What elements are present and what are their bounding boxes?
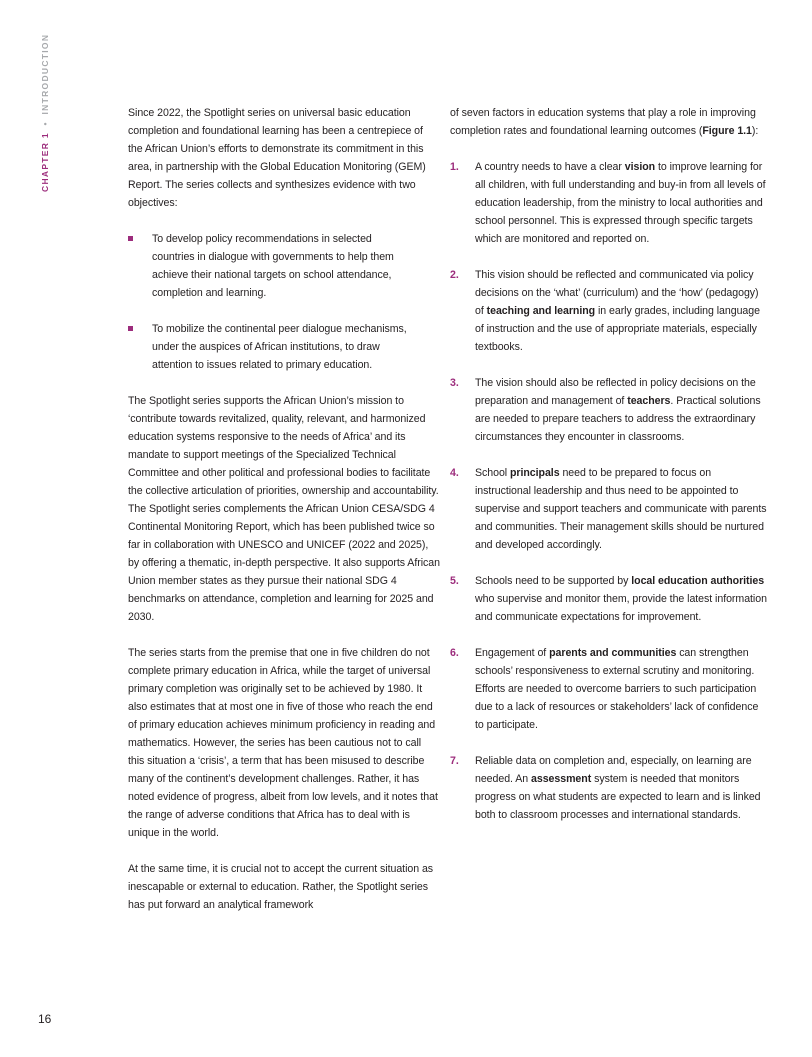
item-text: Reliable data on completion and, especially, on learning are needed. An assessment system is needed that monitors progress on what students are expected to learn and is linked both to classroom processes and international standards. — [475, 755, 761, 821]
paragraph-premise: The series starts from the premise that one in five children do not complete primary education in Africa, while the target of universal primary completion was originally set to be achieved by 1980. It also estimates that at most one in five of those who reach the end of primary education achieves minimum proficiency in reading and mathematics. However, the series has been cautious not to call this situation a ‘crisis’, a term that has been misused to describe many of the continent’s development challenges. Rather, it has noted evidence of progress, albeit from low levels, and it notes that the range of adverse conditions that Africa has to deal with is unique in the world. — [128, 647, 438, 839]
bullet-text: To develop policy recommendations in selected countries in dialogue with governments to help them achieve their national targets on school attendance, completion and learning. — [152, 233, 394, 299]
list-item — [450, 374, 768, 446]
bullet-text: To mobilize the continental peer dialogue mechanisms, under the auspices of African institutions, to draw attention to issues related to primary education. — [152, 323, 407, 371]
item-number: 5. — [450, 575, 459, 587]
chapter-number-label: CHAPTER 1 — [40, 132, 50, 192]
page-number: 16 — [38, 1012, 52, 1026]
list-item — [450, 752, 768, 824]
item-number: 7. — [450, 755, 459, 767]
page-body — [128, 104, 768, 914]
list-item — [450, 464, 768, 554]
chapter-separator-dot: • — [40, 121, 50, 126]
chapter-sidebar-label — [39, 34, 51, 192]
item-text: The vision should also be reflected in policy decisions on the preparation and management of teachers. Practical solutions are needed to prepare teachers to address the extraordinary circumstances they encounter in classrooms. — [475, 377, 761, 443]
square-bullet-icon — [128, 236, 133, 241]
item-text: This vision should be reflected and communicated via policy decisions on the ‘what’ (curriculum) and the ‘how’ (pedagogy) of teaching and learning in early grades, including language of instruction and the use of appropriate materials, especially textbooks. — [475, 269, 760, 353]
item-number: 3. — [450, 377, 459, 389]
section-title-label: INTRODUCTION — [40, 33, 50, 115]
left-column — [128, 104, 440, 914]
list-item — [450, 266, 768, 356]
bullet-item — [128, 230, 440, 302]
list-item — [450, 644, 768, 734]
item-text: School principals need to be prepared to focus on instructional leadership and thus need to be appointed to supervise and support teachers and communicate with parents and communities. Their management skills should be nurtured and developed accordingly. — [475, 467, 767, 551]
paragraph-framework: At the same time, it is crucial not to accept the current situation as inescapable or external to education. Rather, the Spotlight series has put forward an analytical framework — [128, 863, 434, 911]
item-text: Schools need to be supported by local education authorities who supervise and monitor them, provide the latest information and communicate expectations for improvement. — [475, 575, 767, 623]
item-number: 6. — [450, 647, 459, 659]
square-bullet-icon — [128, 326, 133, 331]
item-number: 1. — [450, 161, 459, 173]
item-number: 2. — [450, 269, 459, 281]
objectives-bullet-list — [128, 230, 440, 374]
item-text: A country needs to have a clear vision to improve learning for all children, with full understanding and buy-in from all levels of education leadership, from the ministry to local authorities and school personnel. This is expressed through specific targets which are monitored and reported on. — [475, 161, 766, 245]
paragraph-intro: Since 2022, the Spotlight series on universal basic education completion and foundational learning has been a centrepiece of the African Union’s efforts to demonstrate its commitment in this area, in partnership with the Global Education Monitoring (GEM) Report. The series collects and synthesizes evidence with two objectives: — [128, 107, 426, 209]
bullet-item — [128, 320, 440, 374]
item-number: 4. — [450, 467, 459, 479]
paragraph-seven-factors: of seven factors in education systems that play a role in improving completion rates and foundational learning outcomes (Figure 1.1): — [450, 107, 759, 137]
item-text: Engagement of parents and communities can strengthen schools’ responsiveness to external scrutiny and monitoring. Efforts are needed to overcome barriers to such participation due to a lack of resources or stakeholders’ lack of confidence to participate. — [475, 647, 759, 731]
factors-numbered-list — [450, 158, 768, 824]
list-item — [450, 158, 768, 248]
list-item — [450, 572, 768, 626]
right-column — [450, 104, 768, 914]
paragraph-mission: The Spotlight series supports the African Union’s mission to ‘contribute towards revitalized, quality, relevant, and harmonized education systems responsive to the needs of Africa’ and its mandate to support meetings of the Specialized Technical Committee and other political and professional bodies to facilitate the collective articulation of priorities, ownership and accountability. The Spotlight series complements the African Union CESA/SDG 4 Continental Monitoring Report, which has been published twice so far in collaboration with UNESCO and UNICEF (2022 and 2025), by offering a thematic, in-depth perspective. It also supports African Union member states as they pursue their national SDG 4 benchmarks on attendance, completion and learning for 2025 and 2030. — [128, 395, 440, 623]
